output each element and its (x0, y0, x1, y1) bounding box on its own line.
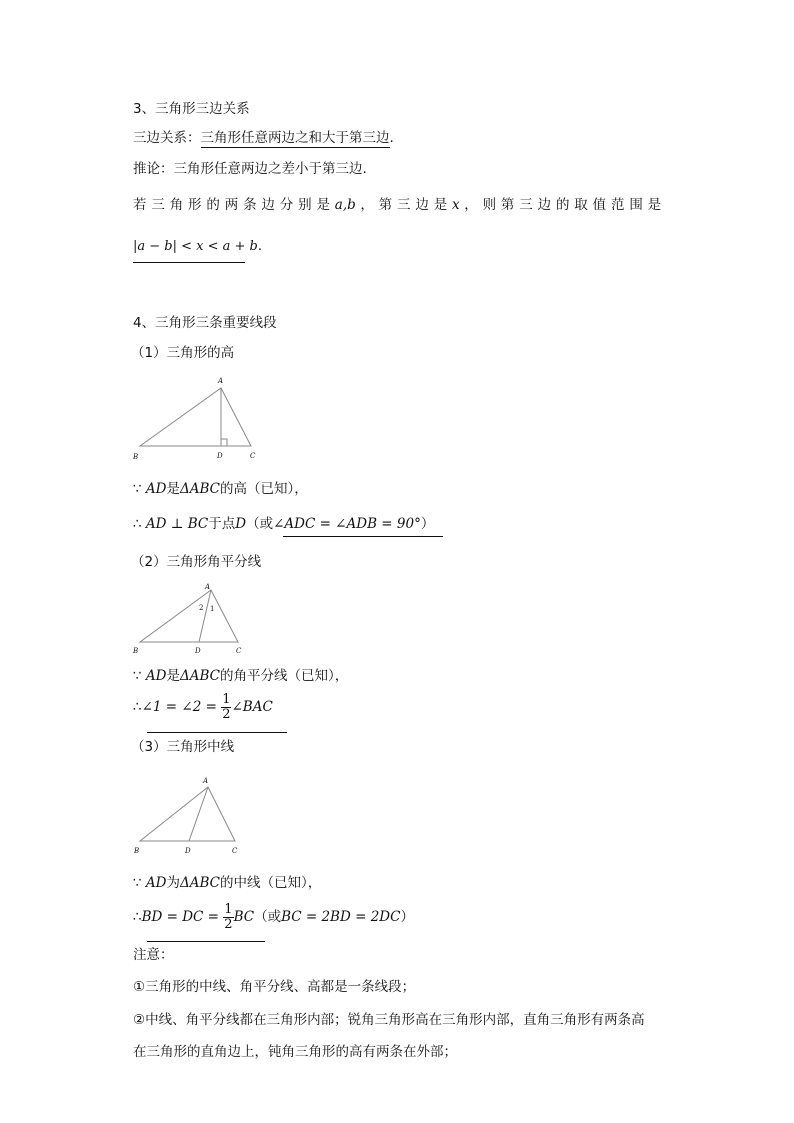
section-4-title: 4、三角形三条重要线段 (133, 315, 277, 331)
triangle-side-relation: 三边关系：三角形任意两边之和大于第三边. (133, 130, 394, 146)
label-d: D (195, 647, 201, 655)
label-d: D (217, 452, 223, 460)
range-blank-line (133, 262, 245, 263)
range-intro-token: 三 (519, 197, 534, 213)
label-d: D (185, 847, 191, 855)
range-intro-token: 角 (169, 197, 184, 213)
label-a: A (205, 583, 211, 591)
range-intro-token: a,b (334, 197, 356, 213)
relation-text: 三角形任意两边之和大于第三边 (200, 130, 390, 146)
altitude-heading: （1）三角形的高 (131, 345, 235, 361)
range-intro-token: 三 (151, 197, 166, 213)
fraction-one-half: $\frac{1}{2}$ (224, 901, 233, 932)
range-intro-token: 别 (298, 197, 312, 213)
range-intro-token: 边 (537, 197, 552, 213)
right-angle-mark (221, 439, 227, 446)
range-intro-token: 三 (397, 197, 411, 213)
range-intro-token: 分 (279, 197, 294, 213)
range-intro-token: ， (360, 197, 375, 213)
range-intro-token: 取 (574, 197, 589, 213)
label-b: B (133, 453, 139, 461)
range-intro-token: 若 (133, 197, 147, 213)
range-intro-token: 值 (592, 197, 607, 213)
median-triangle-figure (128, 772, 248, 858)
relation-label: 三边关系： (133, 130, 201, 146)
range-intro-token: ， (464, 197, 479, 213)
triangle-abc (140, 388, 251, 446)
range-formula: |a − b| < x < a + b. (133, 239, 263, 254)
triangle-abc (140, 590, 238, 642)
median-conclusion: ∴BD = DC = $\frac{1}{2}$ BC（或BC = 2BD = 2DC） (133, 901, 414, 932)
note-2-line-1: ②中线、角平分线都在三角形内部；锐角三角形高在三角形内部，直角三角形有两条高 (133, 1012, 645, 1028)
range-intro-token: 的 (555, 197, 570, 213)
range-intro (133, 196, 661, 214)
range-intro-token: 第 (378, 197, 393, 213)
range-intro-token: 形 (188, 197, 202, 213)
median-heading: （3）三角形中线 (131, 739, 235, 755)
range-intro-token: 边 (415, 197, 430, 213)
range-intro-token: x (452, 197, 460, 213)
triangle-abc (140, 787, 235, 841)
bisector-given: ∵ AD是ΔABC的角平分线（已知）， (133, 668, 349, 684)
altitude-given: ∵ AD是ΔABC的高（已知）， (133, 481, 308, 497)
inference: 推论：三角形任意两边之差小于第三边. (133, 161, 367, 177)
altitude-blank-line (283, 536, 443, 537)
bisector-heading: （2）三角形角平分线 (131, 554, 262, 570)
label-c: C (236, 647, 242, 655)
altitude-triangle-figure (128, 372, 264, 464)
notes-title: 注意： (133, 947, 174, 963)
note-2-line-2: 在三角形的直角边上，钝角三角形的高有两条在外部； (133, 1044, 457, 1060)
label-a: A (218, 377, 224, 385)
bisector-conclusion: ∴∠1 = ∠2 = $\frac{1}{2}$ ∠BAC (133, 691, 273, 722)
range-intro-token: 围 (629, 197, 644, 213)
range-intro-token: 则 (482, 197, 497, 213)
label-b: B (134, 847, 140, 855)
angle-label-1: 1 (210, 605, 215, 613)
range-intro-token: 两 (224, 197, 239, 213)
range-intro-token: 的 (206, 197, 221, 213)
range-intro-token: 条 (243, 197, 257, 213)
range-intro-token: 是 (433, 197, 448, 213)
section-3-title: 3、三角形三边关系 (133, 101, 250, 117)
range-intro-token: 是 (647, 197, 662, 213)
bisector-triangle-figure (128, 580, 248, 656)
bisector-blank-line (147, 732, 287, 733)
fraction-one-half: $\frac{1}{2}$ (222, 691, 231, 722)
range-intro-token: 是 (316, 197, 331, 213)
median-blank-line (147, 941, 265, 942)
label-c: C (232, 847, 238, 855)
altitude-conclusion: ∴ AD ⊥ BC于点D（或∠ADC = ∠ADB = 90°） (133, 516, 435, 532)
label-b: B (133, 647, 139, 655)
label-c: C (250, 452, 256, 460)
median-given: ∵ AD为ΔABC的中线（已知）， (133, 875, 322, 891)
note-1: ①三角形的中线、角平分线、高都是一条线段； (133, 979, 416, 995)
angle-label-2: 2 (199, 604, 204, 612)
label-a: A (203, 777, 209, 785)
range-intro-token: 第 (500, 197, 515, 213)
range-intro-token: 范 (610, 197, 625, 213)
range-intro-token: 边 (261, 197, 276, 213)
